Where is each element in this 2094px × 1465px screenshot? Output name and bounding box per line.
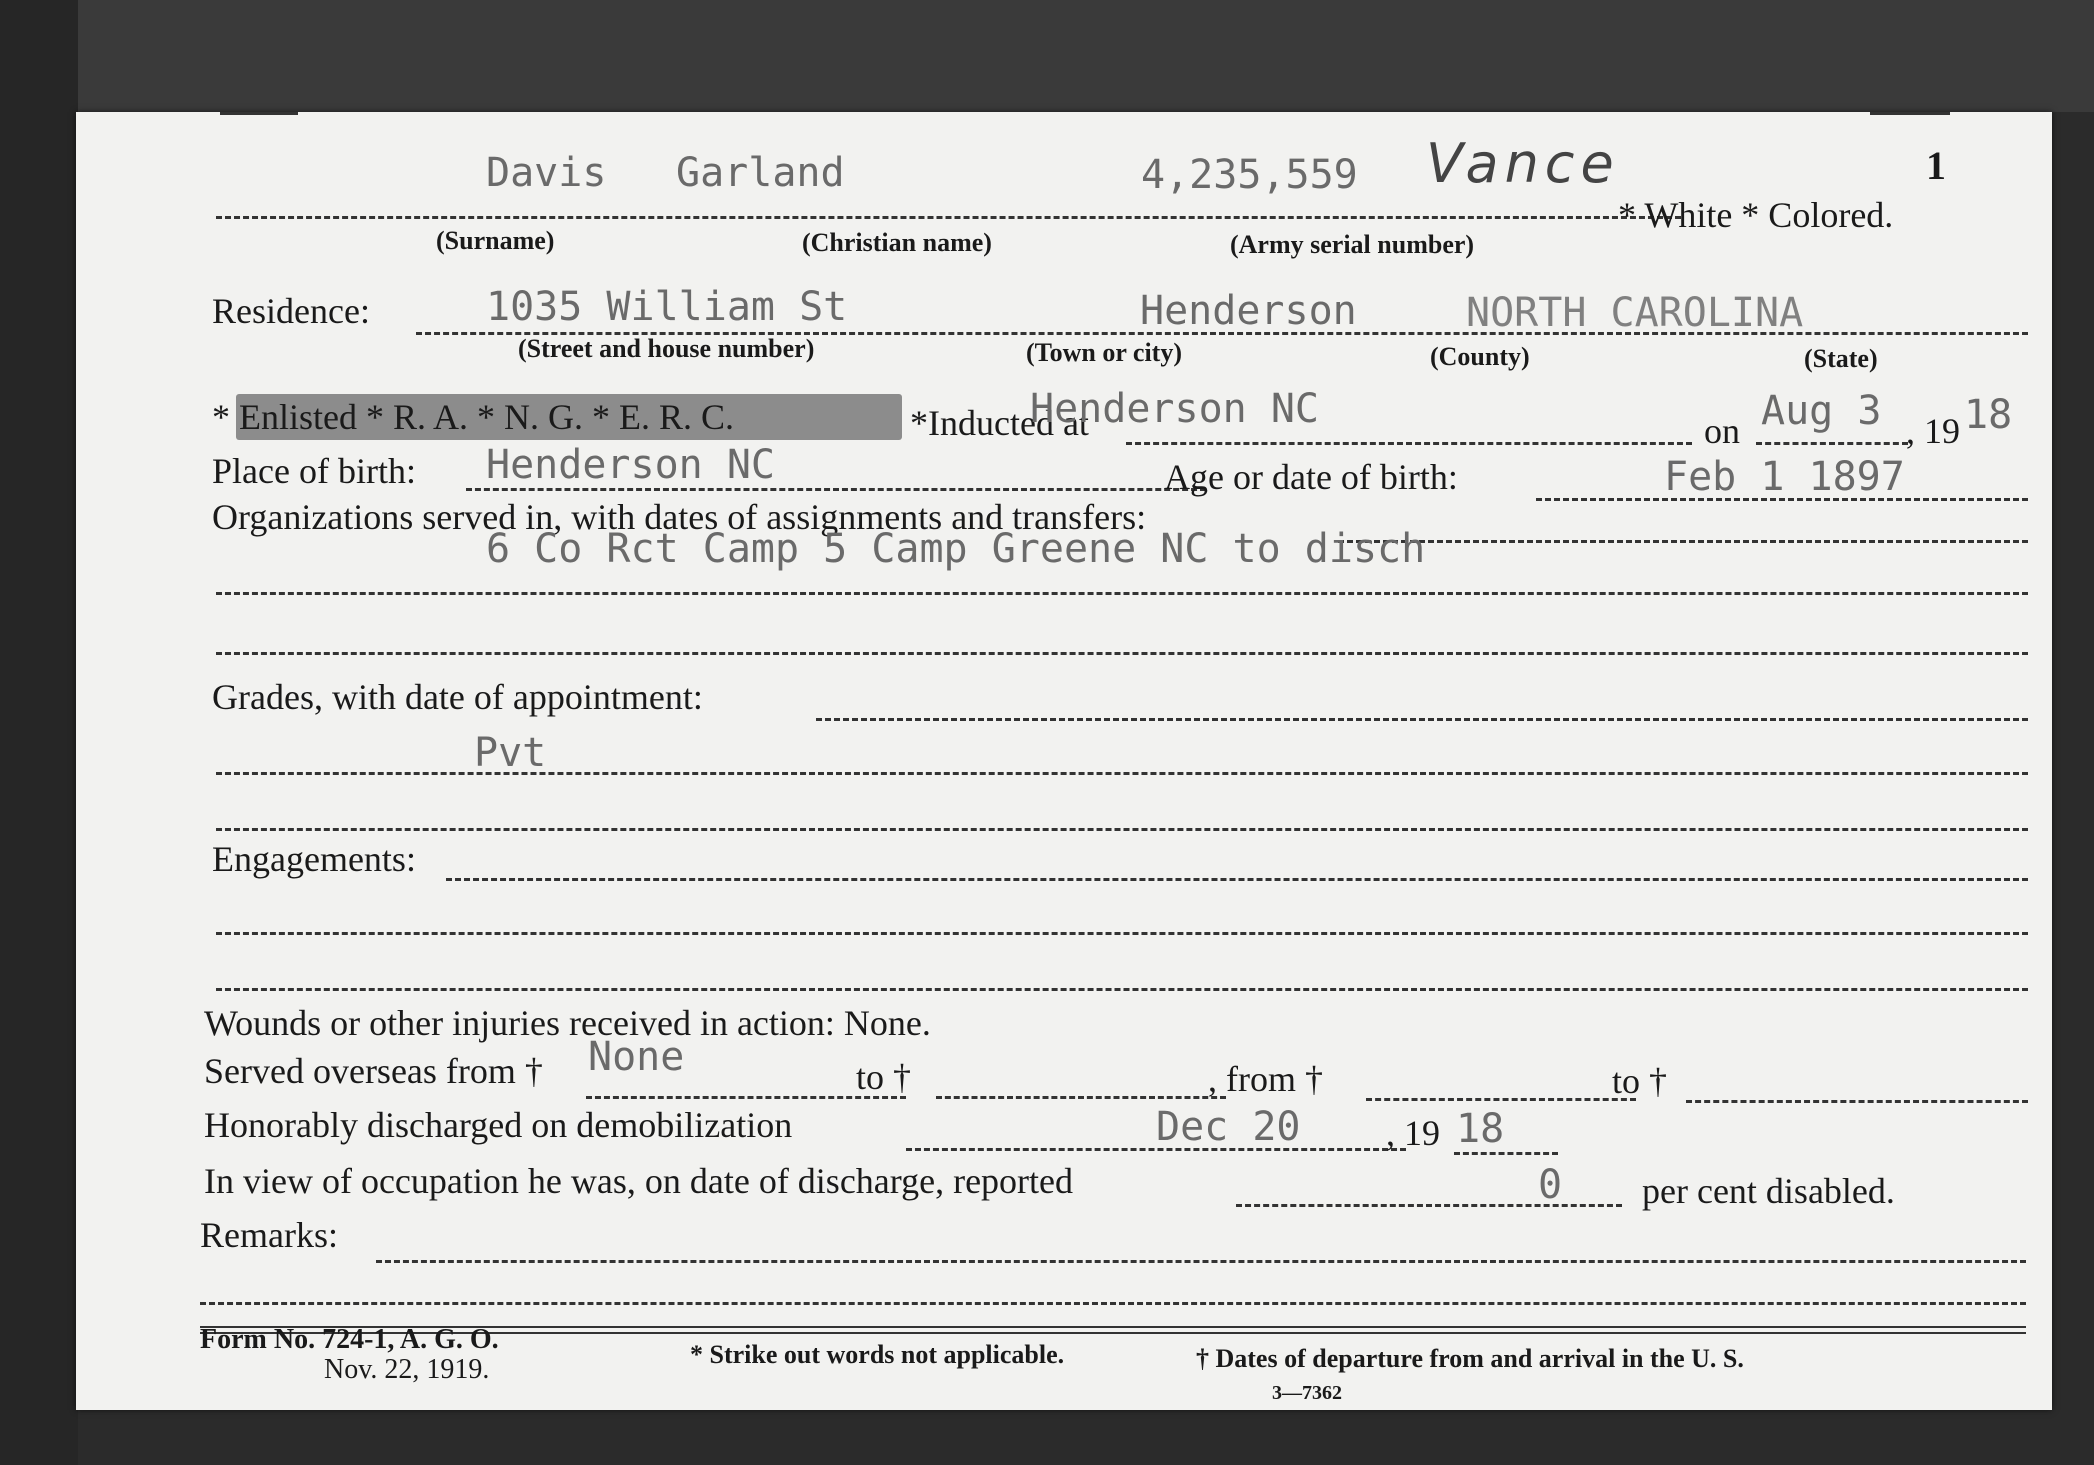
- overseas-to-label: to †: [856, 1057, 912, 1097]
- service-record-card: [76, 112, 2052, 1410]
- scan-background-left: [0, 0, 78, 1465]
- enlisted-label: * Enlisted * R. A. * N. G. * E. R. C.: [212, 397, 735, 437]
- overseas-from-line-2: [1366, 1098, 1636, 1101]
- caption-county: (County): [1430, 342, 1530, 371]
- top-rule-right: [1870, 112, 1950, 115]
- county-handwritten: Vance: [1426, 132, 1620, 195]
- engagements-line-0: [446, 878, 2028, 881]
- disability-value: 0: [1538, 1162, 1563, 1208]
- race-label: * White * Colored.: [1618, 195, 1894, 235]
- discharge-year-prefix: , 19: [1386, 1113, 1440, 1153]
- engagements-line-2: [216, 988, 2028, 991]
- grades-line-0: [816, 718, 2028, 721]
- overseas-to-label-2: to †: [1612, 1061, 1668, 1101]
- overseas-label: Served overseas from †: [204, 1051, 543, 1091]
- discharge-date: Dec 20: [1156, 1104, 1301, 1150]
- serial-number-value: 4,235,559: [1141, 152, 1358, 198]
- residence-street: 1035 William St: [486, 284, 848, 330]
- residence-label: Residence:: [212, 291, 370, 331]
- inducted-year: 18: [1964, 392, 2013, 438]
- disability-line: [1236, 1204, 1622, 1207]
- residence-town: Henderson: [1140, 288, 1357, 334]
- inducted-place: Henderson NC: [1030, 386, 1319, 432]
- grades-label: Grades, with date of appointment:: [212, 677, 703, 717]
- birth-place-line: [466, 488, 1206, 491]
- organizations-line-2: [216, 652, 2028, 655]
- christian-name-value: Garland: [676, 150, 845, 196]
- organizations-label: Organizations served in, with dates of assignments and transfers:: [212, 497, 1147, 537]
- organizations-value: 6 Co Rct Camp 5 Camp Greene NC to disch: [486, 526, 1426, 572]
- caption-street: (Street and house number): [518, 334, 815, 363]
- form-number: Form No. 724-1, A. G. O.: [200, 1324, 499, 1355]
- inducted-label: *Inducted at: [910, 403, 1089, 443]
- wounds-label: Wounds or other injuries received in action: None.: [204, 1003, 931, 1043]
- birth-place: Henderson NC: [486, 442, 775, 488]
- overseas-to-line: [936, 1096, 1226, 1099]
- remarks-label: Remarks:: [200, 1215, 338, 1255]
- overseas-value: None: [588, 1034, 685, 1080]
- organizations-line-0: [1338, 540, 2028, 543]
- discharge-label: Honorably discharged on demobilization: [204, 1105, 793, 1145]
- inducted-place-line: [1126, 442, 1692, 445]
- footnote-dates: † Dates of departure from and arrival in the U. S.: [1196, 1344, 1744, 1373]
- birth-place-label: Place of birth:: [212, 451, 416, 491]
- scan-background-top: [0, 0, 2094, 112]
- disability-suffix: per cent disabled.: [1642, 1171, 1895, 1211]
- birth-date-label: Age or date of birth:: [1164, 457, 1458, 497]
- caption-state: (State): [1804, 344, 1878, 373]
- on-label: on: [1704, 411, 1740, 451]
- birth-date: Feb 1 1897: [1664, 454, 1905, 500]
- grades-line-1: [216, 772, 2028, 775]
- disability-label: In view of occupation he was, on date of discharge, reported: [204, 1161, 1074, 1201]
- grades-line-2: [216, 828, 2028, 831]
- footnote-strike: * Strike out words not applicable.: [690, 1340, 1065, 1369]
- organizations-line-1: [216, 592, 2028, 595]
- caption-serial: (Army serial number): [1230, 230, 1475, 259]
- surname-value: Davis: [486, 150, 607, 196]
- engagements-label: Engagements:: [212, 839, 416, 879]
- remarks-line-1: [376, 1260, 2026, 1263]
- inducted-date-line: [1756, 442, 1908, 445]
- print-code: 3—7362: [1272, 1382, 1342, 1404]
- card-number: 1: [1926, 143, 1946, 188]
- overseas-from-label-2: , from †: [1208, 1059, 1323, 1099]
- discharge-year: 18: [1456, 1106, 1505, 1152]
- name-line: [216, 216, 1681, 219]
- caption-town: (Town or city): [1026, 338, 1182, 367]
- inducted-date: Aug 3: [1761, 388, 1882, 434]
- residence-state: NORTH CAROLINA: [1466, 290, 1804, 336]
- form-date: Nov. 22, 1919.: [324, 1354, 490, 1385]
- discharge-year-line: [1454, 1152, 1558, 1155]
- top-rule-left: [220, 112, 298, 115]
- caption-christian-name: (Christian name): [802, 228, 992, 257]
- grade-value: Pvt: [474, 730, 547, 776]
- overseas-to-line-2: [1686, 1100, 2028, 1103]
- caption-surname: (Surname): [436, 226, 555, 255]
- remarks-line-2: [200, 1302, 2026, 1305]
- year-prefix: , 19: [1906, 411, 1960, 451]
- engagements-line-1: [216, 932, 2028, 935]
